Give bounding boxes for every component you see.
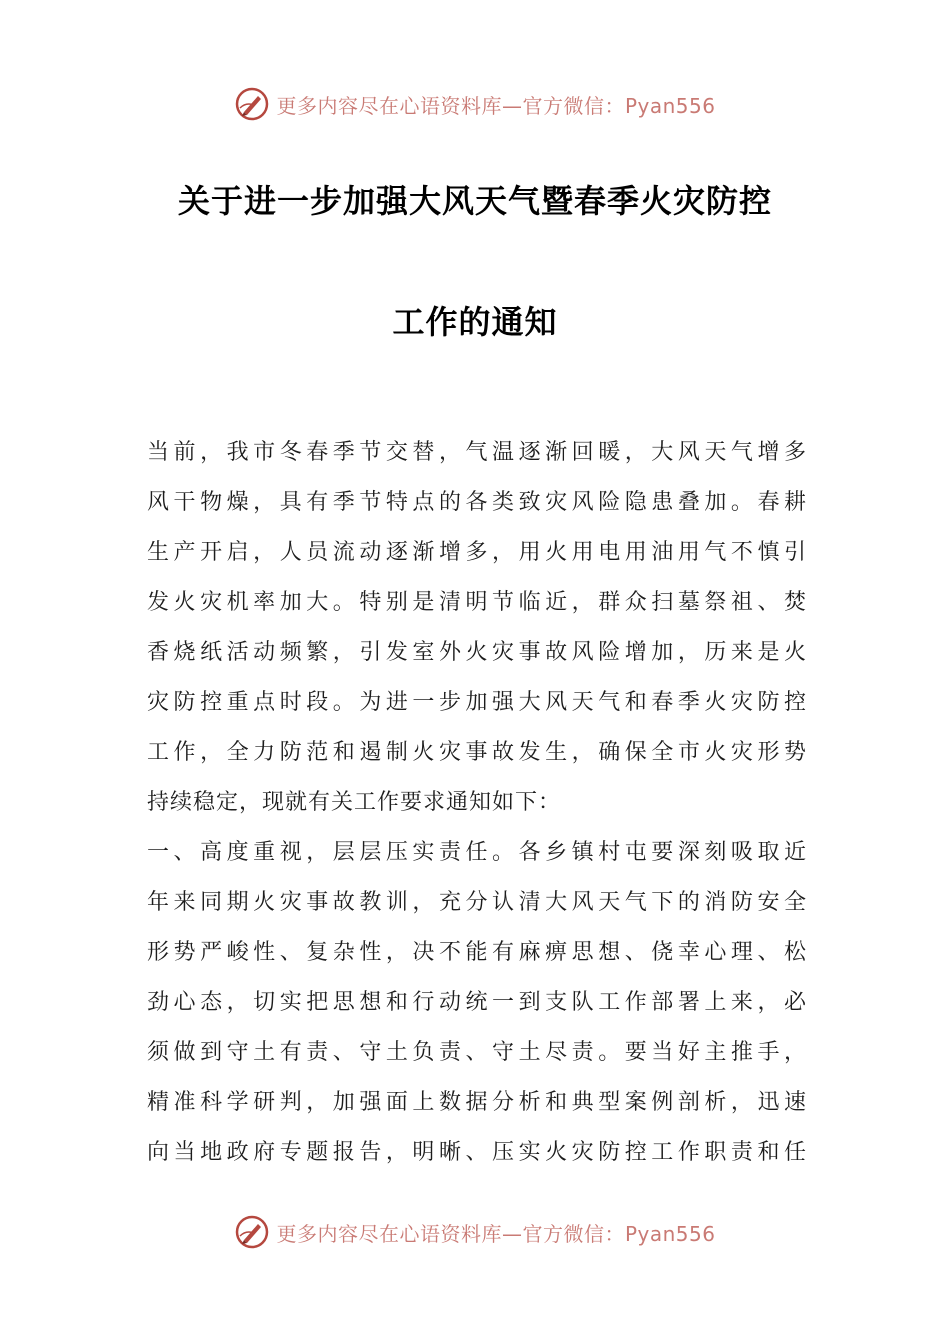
body-line: 发火灾机率加大。特别是清明节临近，群众扫墓祭祖、焚 <box>147 590 807 615</box>
body-line: 形势严峻性、复杂性，决不能有麻痹思想、侥幸心理、松 <box>147 940 807 965</box>
body-line: 香烧纸活动频繁，引发室外火灾事故风险增加，历来是火 <box>147 640 807 665</box>
body-line: 灾防控重点时段。为进一步加强大风天气和春季火灾防控 <box>147 690 807 715</box>
body-line: 精准科学研判，加强面上数据分析和典型案例剖析，迅速 <box>147 1090 807 1115</box>
watermark-text: 更多内容尽在心语资料库—官方微信：Pyan556 <box>276 93 716 118</box>
footer-watermark <box>0 1212 950 1252</box>
pen-logo-icon <box>234 86 270 122</box>
document-body <box>147 428 807 1178</box>
body-line: 年来同期火灾事故教训，充分认清大风天气下的消防安全 <box>147 890 807 915</box>
body-line: 一、高度重视，层层压实责任。各乡镇村屯要深刻吸取近 <box>147 840 807 865</box>
body-line: 向当地政府专题报告，明晰、压实火灾防控工作职责和任 <box>147 1140 807 1165</box>
body-line: 劲心态，切实把思想和行动统一到支队工作部署上来，必 <box>147 990 807 1015</box>
body-line: 持续稳定，现就有关工作要求通知如下： <box>147 790 562 815</box>
body-line: 生产开启，人员流动逐渐增多，用火用电用油用气不慎引 <box>147 540 807 565</box>
body-line: 须做到守土有责、守土负责、守土尽责。要当好主推手， <box>147 1040 807 1065</box>
document-title-line-1: 关于进一步加强大风天气暨春季火灾防控 <box>177 182 772 220</box>
watermark-text: 更多内容尽在心语资料库—官方微信：Pyan556 <box>276 1221 716 1246</box>
body-line: 工作，全力防范和遏制火灾事故发生，确保全市火灾形势 <box>147 740 807 765</box>
header-watermark <box>0 84 950 124</box>
document-title-line-2: 工作的通知 <box>392 303 558 341</box>
body-line: 风干物燥，具有季节特点的各类致灾风险隐患叠加。春耕 <box>147 490 807 515</box>
body-line: 当前，我市冬春季节交替，气温逐渐回暖，大风天气增多 <box>147 440 807 465</box>
pen-logo-icon <box>234 1214 270 1250</box>
